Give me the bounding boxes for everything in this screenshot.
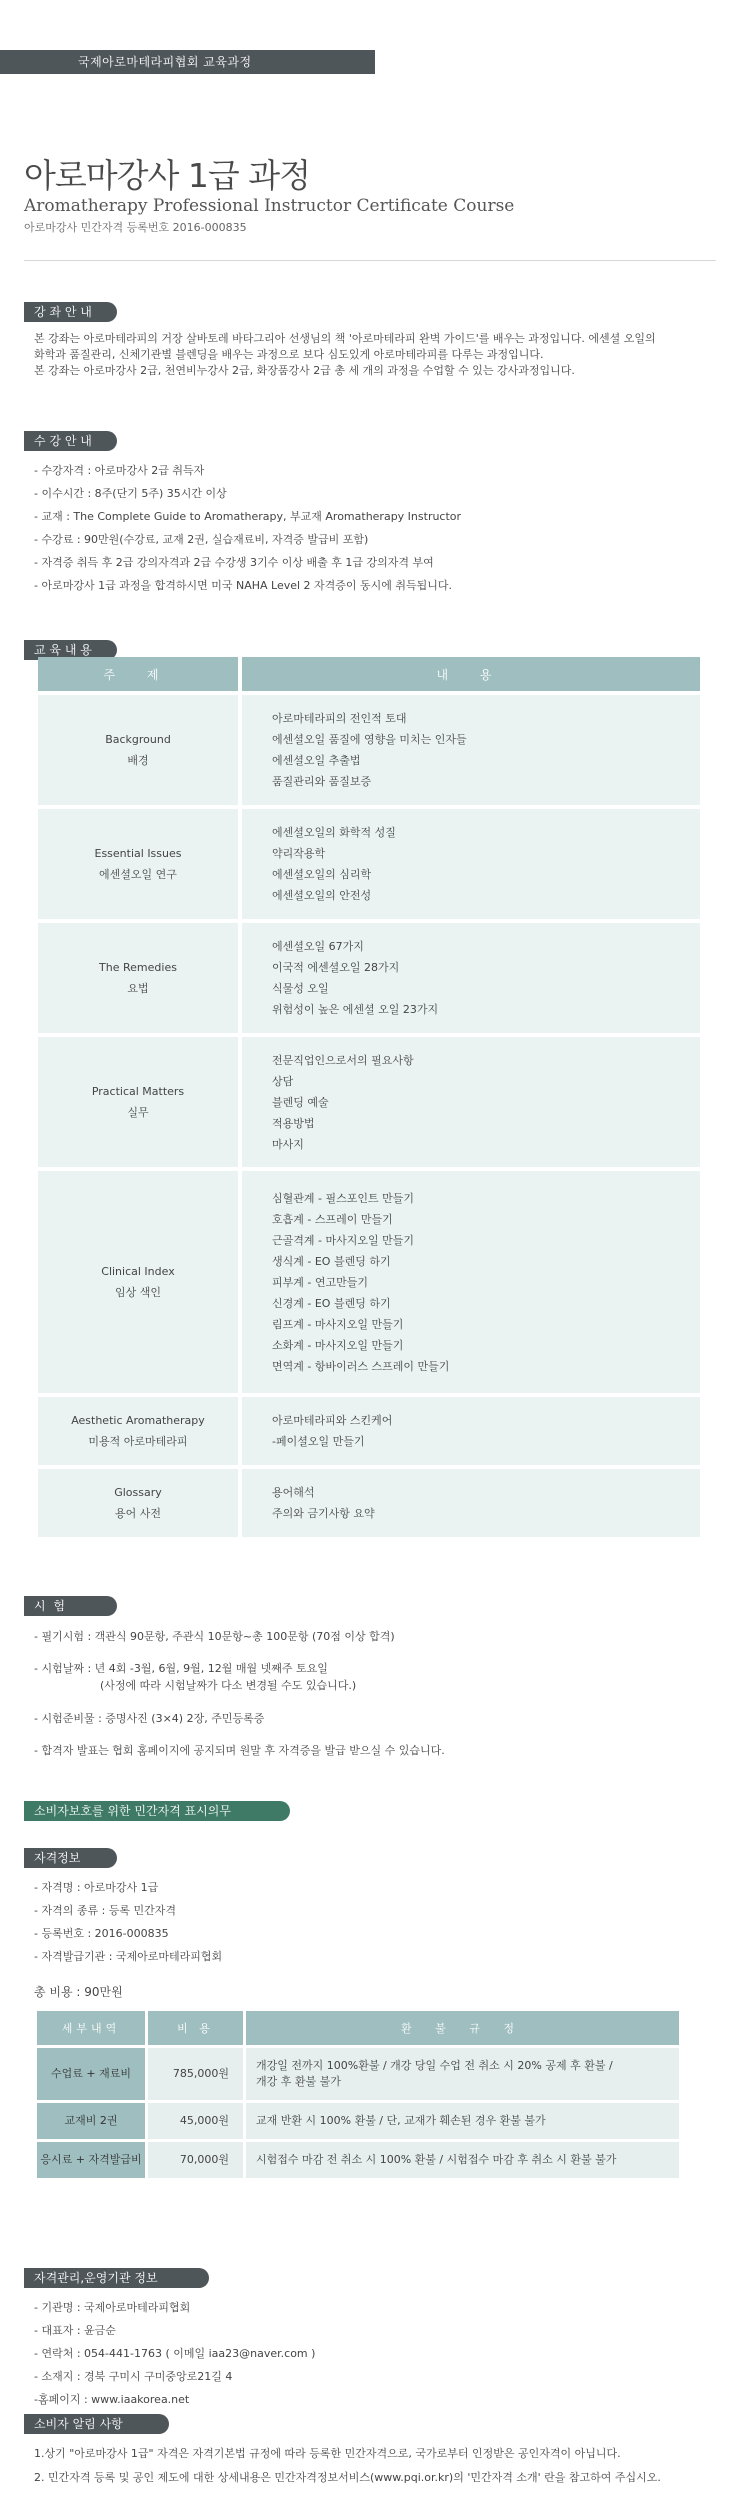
consumer-banner: 소비자보호를 위한 민간자격 표시의무 — [24, 1801, 290, 1821]
content-item: 면역계 - 항바이러스 스프레이 만들기 — [272, 1359, 450, 1373]
list-item: - 교재 : The Complete Guide to Aromatherapy, 부교재 Aromatherapy Instructor — [34, 510, 462, 523]
content-cell — [242, 809, 700, 919]
topic-en: Background — [105, 733, 171, 746]
content-cell — [242, 923, 700, 1033]
topic-en: Glossary — [114, 1486, 162, 1499]
list-item: - 소재지 : 경북 구미시 구미중앙로21길 4 — [34, 2370, 233, 2383]
exam-dates: - 시험날짜 : 년 4회 -3월, 6월, 9월, 12월 매월 넷째주 토요일 — [34, 1662, 328, 1675]
total-cost: 총 비용 : 90만원 — [34, 1985, 123, 1999]
intro-text — [34, 331, 724, 379]
rule-line: 개강 후 환불 불가 — [256, 2075, 341, 2088]
list-item: - 수강료 : 90만원(수강료, 교재 2권, 실습재료비, 자격증 발급비 포함) — [34, 533, 369, 546]
topic-en: Clinical Index — [101, 1265, 175, 1278]
course-title-korean: 아로마강사 1급 과정 — [24, 156, 310, 195]
content-item: 근골격계 - 마사지오일 만들기 — [272, 1233, 414, 1247]
topic-ko: 실무 — [127, 1106, 149, 1119]
topic-en: Practical Matters — [91, 1085, 185, 1098]
table-row — [38, 1171, 700, 1393]
registration-number: 아로마강사 민간자격 등록번호 2016-000835 — [24, 221, 247, 234]
exam-heading: 시 험 — [24, 1596, 117, 1616]
table-row — [37, 2103, 679, 2139]
content-item: 마사지 — [272, 1137, 304, 1151]
table-row — [37, 2142, 679, 2178]
column-header-content: 내 용 — [242, 657, 700, 691]
list-item: - 연락처 : 054-441-1763 ( 이메일 iaa23@naver.com ) — [34, 2347, 316, 2360]
topic-cell — [38, 1171, 238, 1393]
fee-price: 785,000원 — [148, 2048, 243, 2100]
content-cell — [242, 1469, 700, 1537]
org-bar: 국제아로마테라피협회 교육과정 — [0, 50, 375, 74]
content-item: 아로마테라피와 스킨케어 — [272, 1414, 393, 1427]
fee-item: 응시료 + 자격발급비 — [37, 2142, 145, 2178]
table-row — [38, 1469, 700, 1537]
content-item: 블렌딩 예술 — [272, 1095, 329, 1109]
table-row — [38, 1397, 700, 1465]
topic-cell — [38, 923, 238, 1033]
list-item: - 자격명 : 아로마강사 1급 — [34, 1881, 159, 1894]
content-item: 소화계 - 마사지오일 만들기 — [272, 1338, 404, 1352]
content-item: -페이셜오일 만들기 — [272, 1435, 365, 1448]
divider — [24, 260, 716, 261]
exam-materials: - 시험준비물 : 증명사진 (3×4) 2장, 주민등록증 — [34, 1712, 265, 1725]
intro-heading: 강 좌 안 내 — [24, 302, 117, 322]
fee-rule: 교재 반환 시 100% 환불 / 단, 교재가 훼손된 경우 환불 불가 — [246, 2103, 679, 2139]
curriculum-table — [34, 653, 704, 1541]
column-header-topic: 주 제 — [38, 657, 238, 691]
content-item: 주의와 금기사항 요약 — [272, 1507, 375, 1520]
content-item: 심혈관계 - 필스포인트 만들기 — [272, 1191, 414, 1205]
topic-cell — [38, 1469, 238, 1537]
topic-en: Aesthetic Aromatherapy — [71, 1414, 205, 1427]
content-cell — [242, 695, 700, 805]
list-item: - 자격의 종류 : 등록 민간자격 — [34, 1904, 177, 1917]
list-item: - 수강자격 : 아로마강사 2급 취득자 — [34, 464, 205, 477]
fee-item: 교재비 2권 — [37, 2103, 145, 2139]
intro-line: 화학과 품질관리, 신체기관별 블렌딩을 배우는 과정으로 보다 심도있게 아로마테라피를 다루는 과정입니다. — [34, 348, 544, 361]
table-row — [38, 695, 700, 805]
notice-list — [34, 2442, 661, 2490]
topic-ko: 용어 사전 — [114, 1507, 161, 1520]
exam-written: - 필기시험 : 객관식 90문항, 주관식 10문항~총 100문항 (70점 이상 합격) — [34, 1630, 395, 1643]
content-cell — [242, 1397, 700, 1465]
list-item: -홈페이지 : www.iaakorea.net — [34, 2393, 190, 2406]
qualification-list — [34, 1876, 222, 1968]
enroll-list — [34, 459, 461, 597]
list-item: - 대표자 : 윤금순 — [34, 2324, 116, 2337]
content-cell — [242, 1037, 700, 1167]
notice-heading: 소비자 알림 사항 — [24, 2414, 169, 2434]
topic-ko: 배경 — [127, 754, 149, 767]
management-list — [34, 2296, 315, 2411]
content-item: 전문직업인으로서의 필요사항 — [272, 1053, 414, 1067]
course-title-english: Aromatherapy Professional Instructor Certificate Course — [24, 196, 515, 216]
topic-ko: 임상 색인 — [114, 1286, 161, 1299]
content-cell — [242, 1171, 700, 1393]
topic-en: The Remedies — [99, 961, 177, 974]
content-item: 에센셜오일의 안전성 — [272, 889, 372, 902]
intro-line: 본 강좌는 아로마강사 2급, 천연비누강사 2급, 화장품강사 2급 총 세 개의 과정을 수업할 수 있는 강사과정입니다. — [34, 364, 575, 377]
content-item: 이국적 에센셜오일 28가지 — [272, 961, 400, 974]
topic-cell — [38, 1397, 238, 1465]
list-item: - 이수시간 : 8주(단기 5주) 35시간 이상 — [34, 487, 227, 500]
content-item: 아로마테라피의 전인적 토대 — [272, 712, 407, 725]
exam-dates-note: (사정에 따라 시험날짜가 다소 변경될 수도 있습니다.) — [100, 1679, 357, 1692]
list-item: - 자격증 취득 후 2급 강의자격과 2급 수강생 3기수 이상 배출 후 1급 강의자격 부여 — [34, 556, 434, 569]
list-item: - 자격발급기관 : 국제아로마테라피협회 — [34, 1950, 223, 1963]
table-row — [37, 2048, 679, 2100]
content-item: 약리작용학 — [272, 847, 326, 860]
content-item: 위험성이 높은 에센셜 오일 23가지 — [272, 1003, 439, 1016]
notice-item: 2. 민간자격 등록 및 공인 제도에 대한 상세내용은 민간자격정보서비스(www.pqi.or.kr)의 '민간자격 소개' 란을 참고하여 주십시오. — [34, 2471, 661, 2484]
notice-item: 1.상기 "아로마강사 1급" 자격은 자격기본법 규정에 따라 등록한 민간자격으로, 국가로부터 인정받은 공인자격이 아닙니다. — [34, 2447, 621, 2460]
fee-item: 수업료 + 재료비 — [37, 2048, 145, 2100]
list-item: - 기관명 : 국제아로마테라피협회 — [34, 2301, 191, 2314]
topic-cell — [38, 695, 238, 805]
content-item: 적용방법 — [272, 1116, 315, 1130]
topic-ko: 에센셜오일 연구 — [99, 868, 177, 881]
topic-cell — [38, 1037, 238, 1167]
qualification-heading: 자격정보 — [24, 1848, 117, 1868]
content-item: 에센셜오일 추출법 — [272, 754, 361, 767]
content-item: 생식계 - EO 블렌딩 하기 — [272, 1254, 391, 1268]
exam-results: - 합격자 발표는 협회 홈페이지에 공지되며 원말 후 자격증을 발급 받으실 수 있습니다. — [34, 1744, 445, 1757]
fee-price: 70,000원 — [148, 2142, 243, 2178]
fee-table — [34, 2008, 682, 2181]
management-heading: 자격관리,운영기관 정보 — [24, 2268, 209, 2288]
topic-en: Essential Issues — [94, 847, 182, 860]
topic-ko: 미용적 아로마테라피 — [88, 1435, 188, 1448]
intro-line: 본 강좌는 아로마테라피의 거장 살바토레 바타그리아 선생님의 책 '아로마테라피 완벽 가이드'를 배우는 과정입니다. 에센셜 오일의 — [34, 332, 656, 345]
table-row — [38, 1037, 700, 1167]
content-item: 에센셜오일의 심리학 — [272, 868, 372, 881]
content-item: 용어해석 — [272, 1486, 315, 1499]
curriculum-heading: 교 육 내 용 — [24, 640, 117, 660]
fee-header-refund: 환 불 규 정 — [246, 2011, 679, 2045]
fee-rule: 시험접수 마감 전 취소 시 100% 환불 / 시험접수 마감 후 취소 시 환불 불가 — [246, 2142, 679, 2178]
content-item: 림프계 - 마사지오일 만들기 — [272, 1317, 404, 1331]
content-item: 상담 — [272, 1074, 294, 1088]
table-row — [38, 809, 700, 919]
list-item: - 아로마강사 1급 과정을 합격하시면 미국 NAHA Level 2 자격증이 동시에 취득됩니다. — [34, 579, 453, 592]
content-item: 피부계 - 연고만들기 — [272, 1275, 368, 1289]
rule-line: 개강일 전까지 100%환불 / 개강 당일 수업 전 취소 시 20% 공제 후 환불 / — [256, 2059, 613, 2072]
topic-cell — [38, 809, 238, 919]
list-item: - 등록번호 : 2016-000835 — [34, 1927, 169, 1940]
table-row — [38, 923, 700, 1033]
content-item: 에센셜오일의 화학적 성질 — [272, 826, 396, 839]
content-item: 식물성 오일 — [272, 982, 329, 995]
content-item: 에센셜오일 67가지 — [272, 940, 364, 953]
fee-rule — [246, 2048, 679, 2100]
topic-ko: 요법 — [127, 982, 149, 995]
fee-header-item: 세부내역 — [37, 2011, 145, 2045]
content-item: 에센셜오일 품질에 영향을 미치는 인자들 — [272, 733, 467, 746]
fee-header-price: 비 용 — [148, 2011, 243, 2045]
content-item: 품질관리와 품질보증 — [272, 775, 372, 788]
content-item: 신경계 - EO 블렌딩 하기 — [272, 1296, 391, 1310]
enroll-heading: 수 강 안 내 — [24, 431, 117, 451]
fee-price: 45,000원 — [148, 2103, 243, 2139]
content-item: 호흡계 - 스프레이 만들기 — [272, 1212, 393, 1226]
